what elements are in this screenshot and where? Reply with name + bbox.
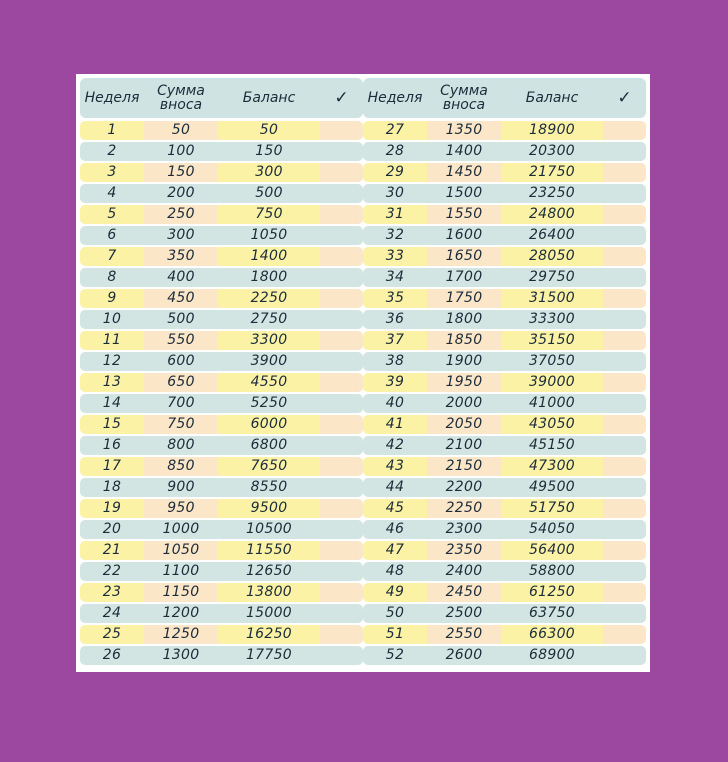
deposit-cell: 2300	[445, 521, 483, 537]
week-cell: 34	[385, 269, 405, 285]
week-cell: 38	[385, 353, 405, 369]
week-cell: 32	[385, 227, 405, 243]
deposit-cell: 750	[167, 416, 195, 432]
balance-cell: 2250	[250, 290, 288, 306]
week-cell: 48	[385, 563, 405, 579]
week-cell: 21	[102, 542, 122, 558]
table-row	[363, 414, 646, 435]
deposit-cell: 1550	[445, 206, 483, 222]
table-row	[363, 456, 646, 477]
table-row	[80, 225, 363, 246]
week-cell: 52	[385, 647, 405, 663]
deposit-cell: 2250	[445, 500, 483, 516]
table-row	[363, 120, 646, 141]
check-cell[interactable]	[603, 309, 646, 330]
check-cell[interactable]	[603, 393, 646, 414]
deposit-cell: 850	[167, 458, 195, 474]
week-cell: 43	[385, 458, 405, 474]
balance-cell: 6000	[250, 416, 288, 432]
table-row	[363, 519, 646, 540]
header-balance: Баланс	[525, 90, 579, 106]
deposit-cell: 650	[167, 374, 195, 390]
check-cell[interactable]	[320, 372, 363, 393]
balance-cell: 3300	[250, 332, 288, 348]
balance-cell: 17750	[245, 647, 293, 663]
table-row	[80, 498, 363, 519]
balance-cell: 8550	[250, 479, 288, 495]
deposit-cell: 1150	[162, 584, 200, 600]
table-row	[363, 477, 646, 498]
table-left-half	[80, 74, 363, 672]
balance-cell: 9500	[250, 500, 288, 516]
header-balance: Баланс	[242, 90, 296, 106]
week-cell: 47	[385, 542, 405, 558]
table-row	[80, 414, 363, 435]
balance-cell: 31500	[528, 290, 576, 306]
check-cell[interactable]	[603, 372, 646, 393]
table-row	[363, 162, 646, 183]
check-cell[interactable]	[320, 225, 363, 246]
deposit-cell: 2350	[445, 542, 483, 558]
balance-cell: 41000	[528, 395, 576, 411]
balance-cell: 20300	[528, 143, 576, 159]
savings-table-sheet	[76, 74, 650, 672]
table-row	[363, 330, 646, 351]
deposit-cell: 2050	[445, 416, 483, 432]
deposit-cell: 1100	[162, 563, 200, 579]
header-week: Неделя	[84, 90, 140, 106]
balance-cell: 54050	[528, 521, 576, 537]
check-cell[interactable]	[320, 435, 363, 456]
table-row	[363, 498, 646, 519]
check-cell[interactable]	[603, 267, 646, 288]
week-cell: 25	[102, 626, 122, 642]
check-cell[interactable]	[603, 645, 646, 666]
check-cell[interactable]	[320, 351, 363, 372]
deposit-cell: 1900	[445, 353, 483, 369]
balance-cell: 37050	[528, 353, 576, 369]
week-cell: 36	[385, 311, 405, 327]
deposit-cell: 1950	[445, 374, 483, 390]
table-row	[80, 162, 363, 183]
week-cell: 51	[385, 626, 405, 642]
table-row	[80, 645, 363, 666]
deposit-cell: 150	[167, 164, 195, 180]
deposit-cell: 2200	[445, 479, 483, 495]
balance-cell: 4550	[250, 374, 288, 390]
balance-cell: 21750	[528, 164, 576, 180]
deposit-cell: 1700	[445, 269, 483, 285]
table-body-right	[363, 120, 646, 666]
check-cell[interactable]	[603, 225, 646, 246]
table-row	[80, 561, 363, 582]
week-cell: 5	[107, 206, 117, 222]
deposit-cell: 200	[167, 185, 195, 201]
week-cell: 27	[385, 122, 405, 138]
deposit-cell: 1300	[162, 647, 200, 663]
table-row	[80, 435, 363, 456]
deposit-cell: 1650	[445, 248, 483, 264]
table-row	[363, 540, 646, 561]
balance-cell: 45150	[528, 437, 576, 453]
check-cell[interactable]	[603, 351, 646, 372]
balance-cell: 24800	[528, 206, 576, 222]
deposit-cell: 1000	[162, 521, 200, 537]
balance-cell: 33300	[528, 311, 576, 327]
check-cell[interactable]	[320, 288, 363, 309]
week-cell: 22	[102, 563, 122, 579]
deposit-cell: 250	[167, 206, 195, 222]
week-cell: 24	[102, 605, 122, 621]
check-cell[interactable]	[603, 330, 646, 351]
balance-cell: 7650	[250, 458, 288, 474]
check-cell[interactable]	[320, 561, 363, 582]
table-row	[80, 246, 363, 267]
balance-cell: 43050	[528, 416, 576, 432]
table-body-left	[80, 120, 363, 666]
balance-cell: 68900	[528, 647, 576, 663]
check-cell[interactable]	[603, 498, 646, 519]
table-row	[363, 204, 646, 225]
table-row	[363, 183, 646, 204]
balance-cell: 58800	[528, 563, 576, 579]
balance-cell: 10500	[245, 521, 293, 537]
table-row	[80, 183, 363, 204]
deposit-cell: 400	[167, 269, 195, 285]
table-row	[80, 582, 363, 603]
balance-cell: 61250	[528, 584, 576, 600]
table-row	[363, 372, 646, 393]
table-row	[80, 267, 363, 288]
week-cell: 7	[107, 248, 117, 264]
check-cell[interactable]	[320, 603, 363, 624]
deposit-cell: 950	[167, 500, 195, 516]
table-row	[363, 225, 646, 246]
table-row	[80, 393, 363, 414]
table-row	[363, 141, 646, 162]
check-cell[interactable]	[603, 561, 646, 582]
deposit-cell: 1500	[445, 185, 483, 201]
week-cell: 39	[385, 374, 405, 390]
table-row	[363, 624, 646, 645]
deposit-cell: 1350	[445, 122, 483, 138]
check-cell[interactable]	[320, 414, 363, 435]
deposit-cell: 1850	[445, 332, 483, 348]
deposit-cell: 2450	[445, 584, 483, 600]
deposit-cell: 1250	[162, 626, 200, 642]
week-cell: 2	[107, 143, 117, 159]
deposit-cell: 2400	[445, 563, 483, 579]
week-cell: 9	[107, 290, 117, 306]
balance-cell: 3900	[250, 353, 288, 369]
check-cell[interactable]	[603, 456, 646, 477]
table-row	[80, 204, 363, 225]
balance-cell: 23250	[528, 185, 576, 201]
table-row	[80, 120, 363, 141]
deposit-cell: 600	[167, 353, 195, 369]
week-cell: 46	[385, 521, 405, 537]
balance-cell: 51750	[528, 500, 576, 516]
balance-cell: 16250	[245, 626, 293, 642]
check-cell[interactable]	[320, 519, 363, 540]
check-cell[interactable]	[320, 246, 363, 267]
week-cell: 19	[102, 500, 122, 516]
header-deposit: Сумма вноса	[440, 83, 488, 113]
check-cell[interactable]	[320, 582, 363, 603]
table-row	[80, 624, 363, 645]
table-row	[80, 141, 363, 162]
deposit-cell: 100	[167, 143, 195, 159]
check-cell[interactable]	[603, 288, 646, 309]
balance-cell: 50	[259, 122, 279, 138]
deposit-cell: 500	[167, 311, 195, 327]
deposit-cell: 1050	[162, 542, 200, 558]
check-cell[interactable]	[603, 120, 646, 141]
table-row	[363, 267, 646, 288]
check-cell[interactable]	[320, 456, 363, 477]
check-cell[interactable]	[320, 477, 363, 498]
check-cell[interactable]	[320, 498, 363, 519]
week-cell: 49	[385, 584, 405, 600]
deposit-cell: 2500	[445, 605, 483, 621]
check-cell[interactable]	[603, 162, 646, 183]
table-row	[80, 330, 363, 351]
table-row	[80, 477, 363, 498]
deposit-cell: 900	[167, 479, 195, 495]
week-cell: 45	[385, 500, 405, 516]
deposit-cell: 2600	[445, 647, 483, 663]
week-cell: 3	[107, 164, 117, 180]
table-header-right	[363, 78, 646, 118]
week-cell: 33	[385, 248, 405, 264]
balance-cell: 2750	[250, 311, 288, 327]
deposit-cell: 700	[167, 395, 195, 411]
balance-cell: 66300	[528, 626, 576, 642]
balance-cell: 1400	[250, 248, 288, 264]
balance-cell: 26400	[528, 227, 576, 243]
week-cell: 50	[385, 605, 405, 621]
week-cell: 1	[107, 122, 117, 138]
checkmark-icon: ✓	[334, 88, 349, 108]
table-row	[363, 645, 646, 666]
balance-cell: 49500	[528, 479, 576, 495]
check-cell[interactable]	[603, 519, 646, 540]
table-row	[363, 582, 646, 603]
balance-cell: 15000	[245, 605, 293, 621]
balance-cell: 47300	[528, 458, 576, 474]
week-cell: 4	[107, 185, 117, 201]
balance-cell: 750	[255, 206, 283, 222]
balance-cell: 6800	[250, 437, 288, 453]
table-row	[80, 309, 363, 330]
table-row	[80, 288, 363, 309]
deposit-cell: 800	[167, 437, 195, 453]
deposit-cell: 50	[171, 122, 191, 138]
week-cell: 6	[107, 227, 117, 243]
week-cell: 37	[385, 332, 405, 348]
week-cell: 44	[385, 479, 405, 495]
table-row	[80, 351, 363, 372]
week-cell: 11	[102, 332, 122, 348]
table-row	[363, 246, 646, 267]
deposit-cell: 2100	[445, 437, 483, 453]
deposit-cell: 2150	[445, 458, 483, 474]
deposit-cell: 1600	[445, 227, 483, 243]
week-cell: 13	[102, 374, 122, 390]
check-cell[interactable]	[603, 435, 646, 456]
table-row	[363, 351, 646, 372]
check-cell[interactable]	[320, 183, 363, 204]
week-cell: 8	[107, 269, 117, 285]
check-cell[interactable]	[320, 540, 363, 561]
table-row	[363, 288, 646, 309]
balance-cell: 63750	[528, 605, 576, 621]
deposit-cell: 350	[167, 248, 195, 264]
deposit-cell: 1200	[162, 605, 200, 621]
check-cell[interactable]	[603, 540, 646, 561]
check-cell[interactable]	[603, 141, 646, 162]
balance-cell: 18900	[528, 122, 576, 138]
table-row	[363, 393, 646, 414]
balance-cell: 13800	[245, 584, 293, 600]
table-row	[80, 540, 363, 561]
check-cell[interactable]	[320, 330, 363, 351]
balance-cell: 500	[255, 185, 283, 201]
balance-cell: 56400	[528, 542, 576, 558]
check-cell[interactable]	[603, 582, 646, 603]
deposit-cell: 550	[167, 332, 195, 348]
checkmark-icon: ✓	[617, 88, 632, 108]
check-cell[interactable]	[320, 267, 363, 288]
check-cell[interactable]	[320, 141, 363, 162]
week-cell: 15	[102, 416, 122, 432]
week-cell: 18	[102, 479, 122, 495]
week-cell: 29	[385, 164, 405, 180]
balance-cell: 11550	[245, 542, 293, 558]
check-cell[interactable]	[320, 204, 363, 225]
week-cell: 16	[102, 437, 122, 453]
balance-cell: 39000	[528, 374, 576, 390]
header-week: Неделя	[367, 90, 423, 106]
week-cell: 14	[102, 395, 122, 411]
check-cell[interactable]	[603, 183, 646, 204]
deposit-cell: 450	[167, 290, 195, 306]
deposit-cell: 1750	[445, 290, 483, 306]
check-cell[interactable]	[603, 204, 646, 225]
balance-cell: 35150	[528, 332, 576, 348]
table-row	[80, 603, 363, 624]
balance-cell: 150	[255, 143, 283, 159]
check-cell[interactable]	[603, 414, 646, 435]
check-cell[interactable]	[603, 624, 646, 645]
table-row	[363, 603, 646, 624]
check-cell[interactable]	[603, 246, 646, 267]
week-cell: 42	[385, 437, 405, 453]
week-cell: 23	[102, 584, 122, 600]
week-cell: 41	[385, 416, 405, 432]
check-cell[interactable]	[603, 477, 646, 498]
deposit-cell: 300	[167, 227, 195, 243]
table-row	[363, 561, 646, 582]
week-cell: 28	[385, 143, 405, 159]
deposit-cell: 1450	[445, 164, 483, 180]
check-cell[interactable]	[320, 624, 363, 645]
balance-cell: 1050	[250, 227, 288, 243]
week-cell: 10	[102, 311, 122, 327]
week-cell: 35	[385, 290, 405, 306]
table-header-left	[80, 78, 363, 118]
table-row	[363, 309, 646, 330]
check-cell[interactable]	[320, 393, 363, 414]
week-cell: 20	[102, 521, 122, 537]
balance-cell: 300	[255, 164, 283, 180]
balance-cell: 5250	[250, 395, 288, 411]
balance-cell: 29750	[528, 269, 576, 285]
balance-cell: 28050	[528, 248, 576, 264]
check-cell[interactable]	[320, 309, 363, 330]
table-row	[80, 456, 363, 477]
table-row	[363, 435, 646, 456]
week-cell: 31	[385, 206, 405, 222]
balance-cell: 1800	[250, 269, 288, 285]
check-cell[interactable]	[320, 120, 363, 141]
balance-cell: 12650	[245, 563, 293, 579]
week-cell: 40	[385, 395, 405, 411]
week-cell: 30	[385, 185, 405, 201]
check-cell[interactable]	[603, 603, 646, 624]
week-cell: 26	[102, 647, 122, 663]
header-deposit: Сумма вноса	[157, 83, 205, 113]
table-right-half	[363, 74, 646, 672]
deposit-cell: 1800	[445, 311, 483, 327]
week-cell: 12	[102, 353, 122, 369]
table-row	[80, 519, 363, 540]
check-cell[interactable]	[320, 645, 363, 666]
table-row	[80, 372, 363, 393]
check-cell[interactable]	[320, 162, 363, 183]
deposit-cell: 2550	[445, 626, 483, 642]
deposit-cell: 2000	[445, 395, 483, 411]
deposit-cell: 1400	[445, 143, 483, 159]
week-cell: 17	[102, 458, 122, 474]
